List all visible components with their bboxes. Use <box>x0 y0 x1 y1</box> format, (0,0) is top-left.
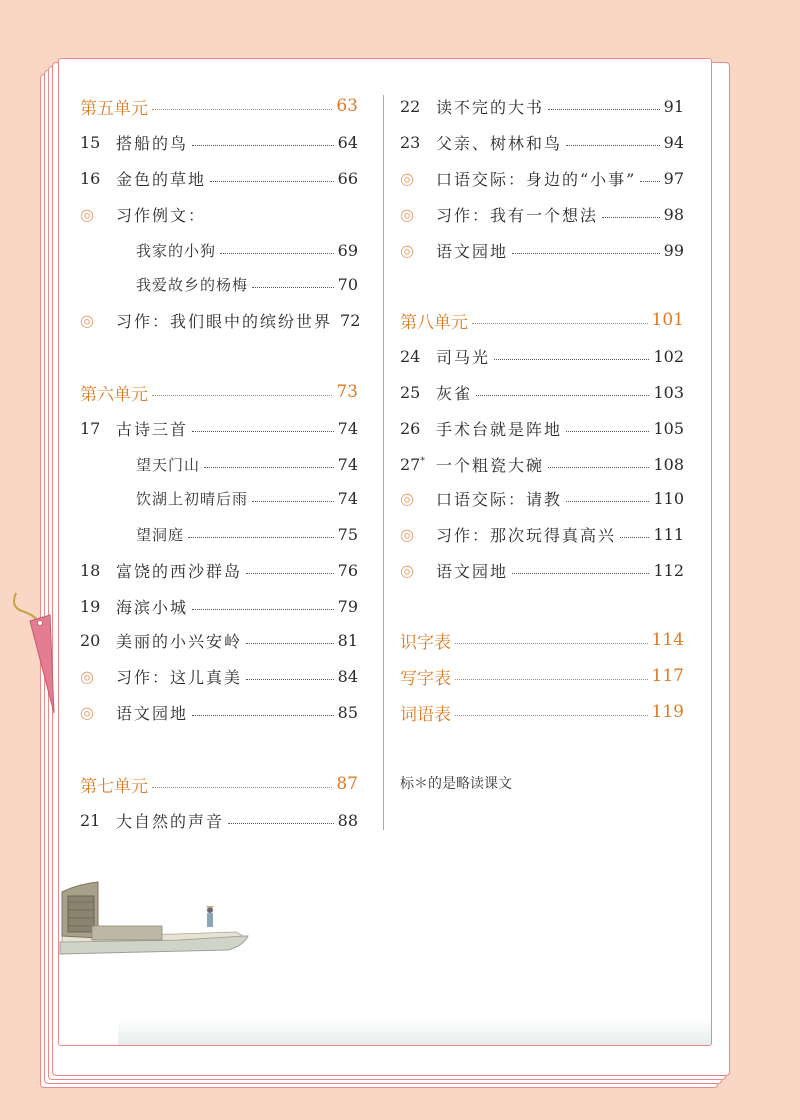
toc-entry-lesson[interactable] <box>400 342 684 370</box>
page-number: 103 <box>653 382 684 402</box>
dot-leader <box>640 181 659 182</box>
dot-leader <box>220 253 334 254</box>
activity-marker-icon: ◎ <box>400 488 414 508</box>
page-number: 63 <box>336 96 358 116</box>
dot-leader <box>455 715 648 716</box>
entry-title: 搭船的鸟 <box>116 133 189 153</box>
entry-title: 第六单元 <box>80 384 148 405</box>
toc-entry-unit[interactable] <box>400 626 684 654</box>
toc-entry-unit[interactable] <box>400 662 684 690</box>
entry-title: 第七单元 <box>80 776 148 797</box>
activity-marker-icon: ◎ <box>80 204 94 224</box>
page-number: 74 <box>337 488 358 508</box>
page-number: 119 <box>651 702 684 722</box>
page-number: 94 <box>663 132 684 152</box>
toc-entry-activity[interactable] <box>400 556 684 584</box>
activity-marker-icon: ◎ <box>400 560 414 580</box>
dot-leader <box>455 643 648 644</box>
dot-leader <box>548 467 649 468</box>
page-number: 112 <box>653 560 684 580</box>
entry-title: 语文园地 <box>116 703 189 723</box>
dot-leader <box>512 253 660 254</box>
dot-leader <box>246 573 334 574</box>
lesson-number: 19 <box>80 596 101 616</box>
lesson-number: 17 <box>80 418 101 438</box>
toc-entry-lesson[interactable] <box>80 128 358 156</box>
dot-leader <box>512 573 649 574</box>
dot-leader <box>252 287 334 288</box>
toc-entry-lesson[interactable] <box>400 378 684 406</box>
dot-leader <box>566 431 649 432</box>
entry-title: 写字表 <box>400 668 451 689</box>
dot-leader <box>620 537 649 538</box>
page-number: 64 <box>337 132 358 152</box>
activity-marker-icon: ◎ <box>400 524 414 544</box>
lesson-number: 26 <box>400 418 421 438</box>
entry-title: 灰雀 <box>436 383 473 403</box>
toc-entry-activity[interactable] <box>400 200 684 228</box>
dot-leader <box>476 395 649 396</box>
dot-leader <box>192 715 334 716</box>
dot-leader <box>210 181 334 182</box>
toc-entry-lesson[interactable] <box>400 450 684 478</box>
skim-star: * <box>420 456 425 467</box>
toc-entry-activity[interactable] <box>400 236 684 264</box>
activity-marker-icon: ◎ <box>80 702 94 722</box>
entry-title: 词语表 <box>400 704 451 725</box>
toc-entry-sub[interactable] <box>80 450 358 478</box>
dot-leader <box>152 109 332 110</box>
page-number: 114 <box>651 630 684 650</box>
entry-title: 识字表 <box>400 632 451 653</box>
entry-title: 饮湖上初晴后雨 <box>136 489 249 508</box>
toc-entry-activity[interactable] <box>400 520 684 548</box>
activity-marker-icon: ◎ <box>80 310 94 330</box>
entry-title: 习作：我有一个想法 <box>436 205 599 225</box>
entry-title: 习作例文： <box>116 205 207 225</box>
activity-marker-icon: ◎ <box>400 168 414 188</box>
entry-title: 口语交际：请教 <box>436 489 563 509</box>
dot-leader <box>204 467 334 468</box>
entry-title: 语文园地 <box>436 561 509 581</box>
page-number: 102 <box>653 346 684 366</box>
entry-title: 语文园地 <box>436 241 509 261</box>
dot-leader <box>152 395 332 396</box>
entry-title: 美丽的小兴安岭 <box>116 631 243 651</box>
entry-title: 古诗三首 <box>116 419 189 439</box>
dot-leader <box>246 679 334 680</box>
dot-leader <box>192 609 334 610</box>
lesson-number: 23 <box>400 132 421 152</box>
lesson-number: 18 <box>80 560 101 580</box>
entry-title: 我爱故乡的杨梅 <box>136 275 249 294</box>
dot-leader <box>472 323 648 324</box>
toc-entry-activity[interactable] <box>400 484 684 512</box>
entry-title: 海滨小城 <box>116 597 189 617</box>
dot-leader <box>252 501 334 502</box>
page-number: 75 <box>337 524 358 544</box>
dot-leader <box>548 109 660 110</box>
toc-entry-unit[interactable] <box>80 92 358 120</box>
dot-leader <box>188 537 334 538</box>
toc-entry-activity[interactable] <box>80 662 358 690</box>
toc-entry-lesson[interactable] <box>80 556 358 584</box>
activity-marker-icon: ◎ <box>400 204 414 224</box>
entry-title: 金色的草地 <box>116 169 207 189</box>
lesson-number: 22 <box>400 96 421 116</box>
page-number: 91 <box>663 96 684 116</box>
page-number: 74 <box>337 418 358 438</box>
dot-leader <box>566 501 649 502</box>
page-number: 97 <box>663 168 684 188</box>
page-number: 81 <box>337 630 358 650</box>
dot-leader <box>494 359 649 360</box>
toc-entry-lesson[interactable] <box>400 414 684 442</box>
toc-entry-sub[interactable] <box>80 484 358 512</box>
lesson-number: 15 <box>80 132 101 152</box>
entry-title: 第八单元 <box>400 312 468 333</box>
lesson-number: 21 <box>80 810 101 830</box>
entry-title: 习作：我们眼中的缤纷世界 <box>116 311 333 331</box>
dot-leader <box>455 679 648 680</box>
toc-entry-lesson[interactable] <box>80 164 358 192</box>
toc-entry-lesson[interactable] <box>80 414 358 442</box>
page-number: 74 <box>337 454 358 474</box>
page-number: 87 <box>336 774 358 794</box>
water-illustration <box>118 1019 712 1046</box>
entry-title: 望天门山 <box>136 455 201 474</box>
toc-entry-lesson[interactable] <box>80 592 358 620</box>
page-number: 72 <box>340 310 361 330</box>
page-number: 111 <box>653 524 684 544</box>
lesson-number: 25 <box>400 382 421 402</box>
page-number: 105 <box>653 418 684 438</box>
page-number: 117 <box>651 666 684 686</box>
page-number: 108 <box>653 454 684 474</box>
entry-title: 富饶的西沙群岛 <box>116 561 243 581</box>
dot-leader <box>192 145 334 146</box>
page-number: 110 <box>653 488 684 508</box>
page-number: 99 <box>663 240 684 260</box>
entry-title: 习作：那次玩得真高兴 <box>436 525 617 545</box>
dot-leader <box>228 823 334 824</box>
toc-entry-sub[interactable] <box>80 270 358 298</box>
page-number: 76 <box>337 560 358 580</box>
page-number: 84 <box>337 666 358 686</box>
entry-title: 一个粗瓷大碗 <box>436 455 545 475</box>
column-divider <box>383 95 384 830</box>
toc-entry-lesson[interactable] <box>400 128 684 156</box>
entry-title: 口语交际：身边的“小事” <box>436 169 637 189</box>
toc-entry-activity[interactable] <box>80 698 358 726</box>
activity-marker-icon: ◎ <box>400 240 414 260</box>
toc-entry-activity[interactable] <box>80 200 358 228</box>
toc-entry-lesson[interactable] <box>400 92 684 120</box>
toc-entry-unit[interactable] <box>80 770 358 798</box>
boat-illustration <box>58 880 258 970</box>
footnote: 标＊的是略读课文 <box>400 776 512 792</box>
entry-title: 习作：这儿真美 <box>116 667 243 687</box>
entry-title: 读不完的大书 <box>436 97 545 117</box>
page-number: 101 <box>651 310 684 330</box>
toc-entry-lesson[interactable] <box>80 626 358 654</box>
entry-title: 第五单元 <box>80 98 148 119</box>
page-number: 73 <box>336 382 358 402</box>
entry-title: 望洞庭 <box>136 525 185 544</box>
toc-entry-sub[interactable] <box>80 236 358 264</box>
page-number: 85 <box>337 702 358 722</box>
toc-entry-sub[interactable] <box>80 520 358 548</box>
dot-leader <box>602 217 660 218</box>
entry-title: 司马光 <box>436 347 491 367</box>
toc-entry-lesson[interactable] <box>80 806 358 834</box>
page-number: 79 <box>337 596 358 616</box>
activity-marker-icon: ◎ <box>80 666 94 686</box>
page-number: 98 <box>663 204 684 224</box>
toc-entry-unit[interactable] <box>400 306 684 334</box>
entry-title: 大自然的声音 <box>116 811 225 831</box>
page-number: 69 <box>337 240 358 260</box>
toc-entry-unit[interactable] <box>400 698 684 726</box>
toc-entry-activity[interactable] <box>80 306 361 334</box>
dot-leader <box>246 643 334 644</box>
dot-leader <box>152 787 332 788</box>
entry-title: 我家的小狗 <box>136 241 217 260</box>
toc-entry-unit[interactable] <box>80 378 358 406</box>
toc-entry-activity[interactable] <box>400 164 684 192</box>
bookmark-tag <box>8 585 58 715</box>
page-number: 70 <box>337 274 358 294</box>
page-number: 88 <box>337 810 358 830</box>
entry-title: 父亲、树林和鸟 <box>436 133 563 153</box>
dot-leader <box>192 431 334 432</box>
dot-leader <box>566 145 660 146</box>
lesson-number: 27* <box>400 454 425 474</box>
page-number: 66 <box>337 168 358 188</box>
entry-title: 手术台就是阵地 <box>436 419 563 439</box>
lesson-number: 20 <box>80 630 101 650</box>
lesson-number: 16 <box>80 168 101 188</box>
lesson-number: 24 <box>400 346 421 366</box>
